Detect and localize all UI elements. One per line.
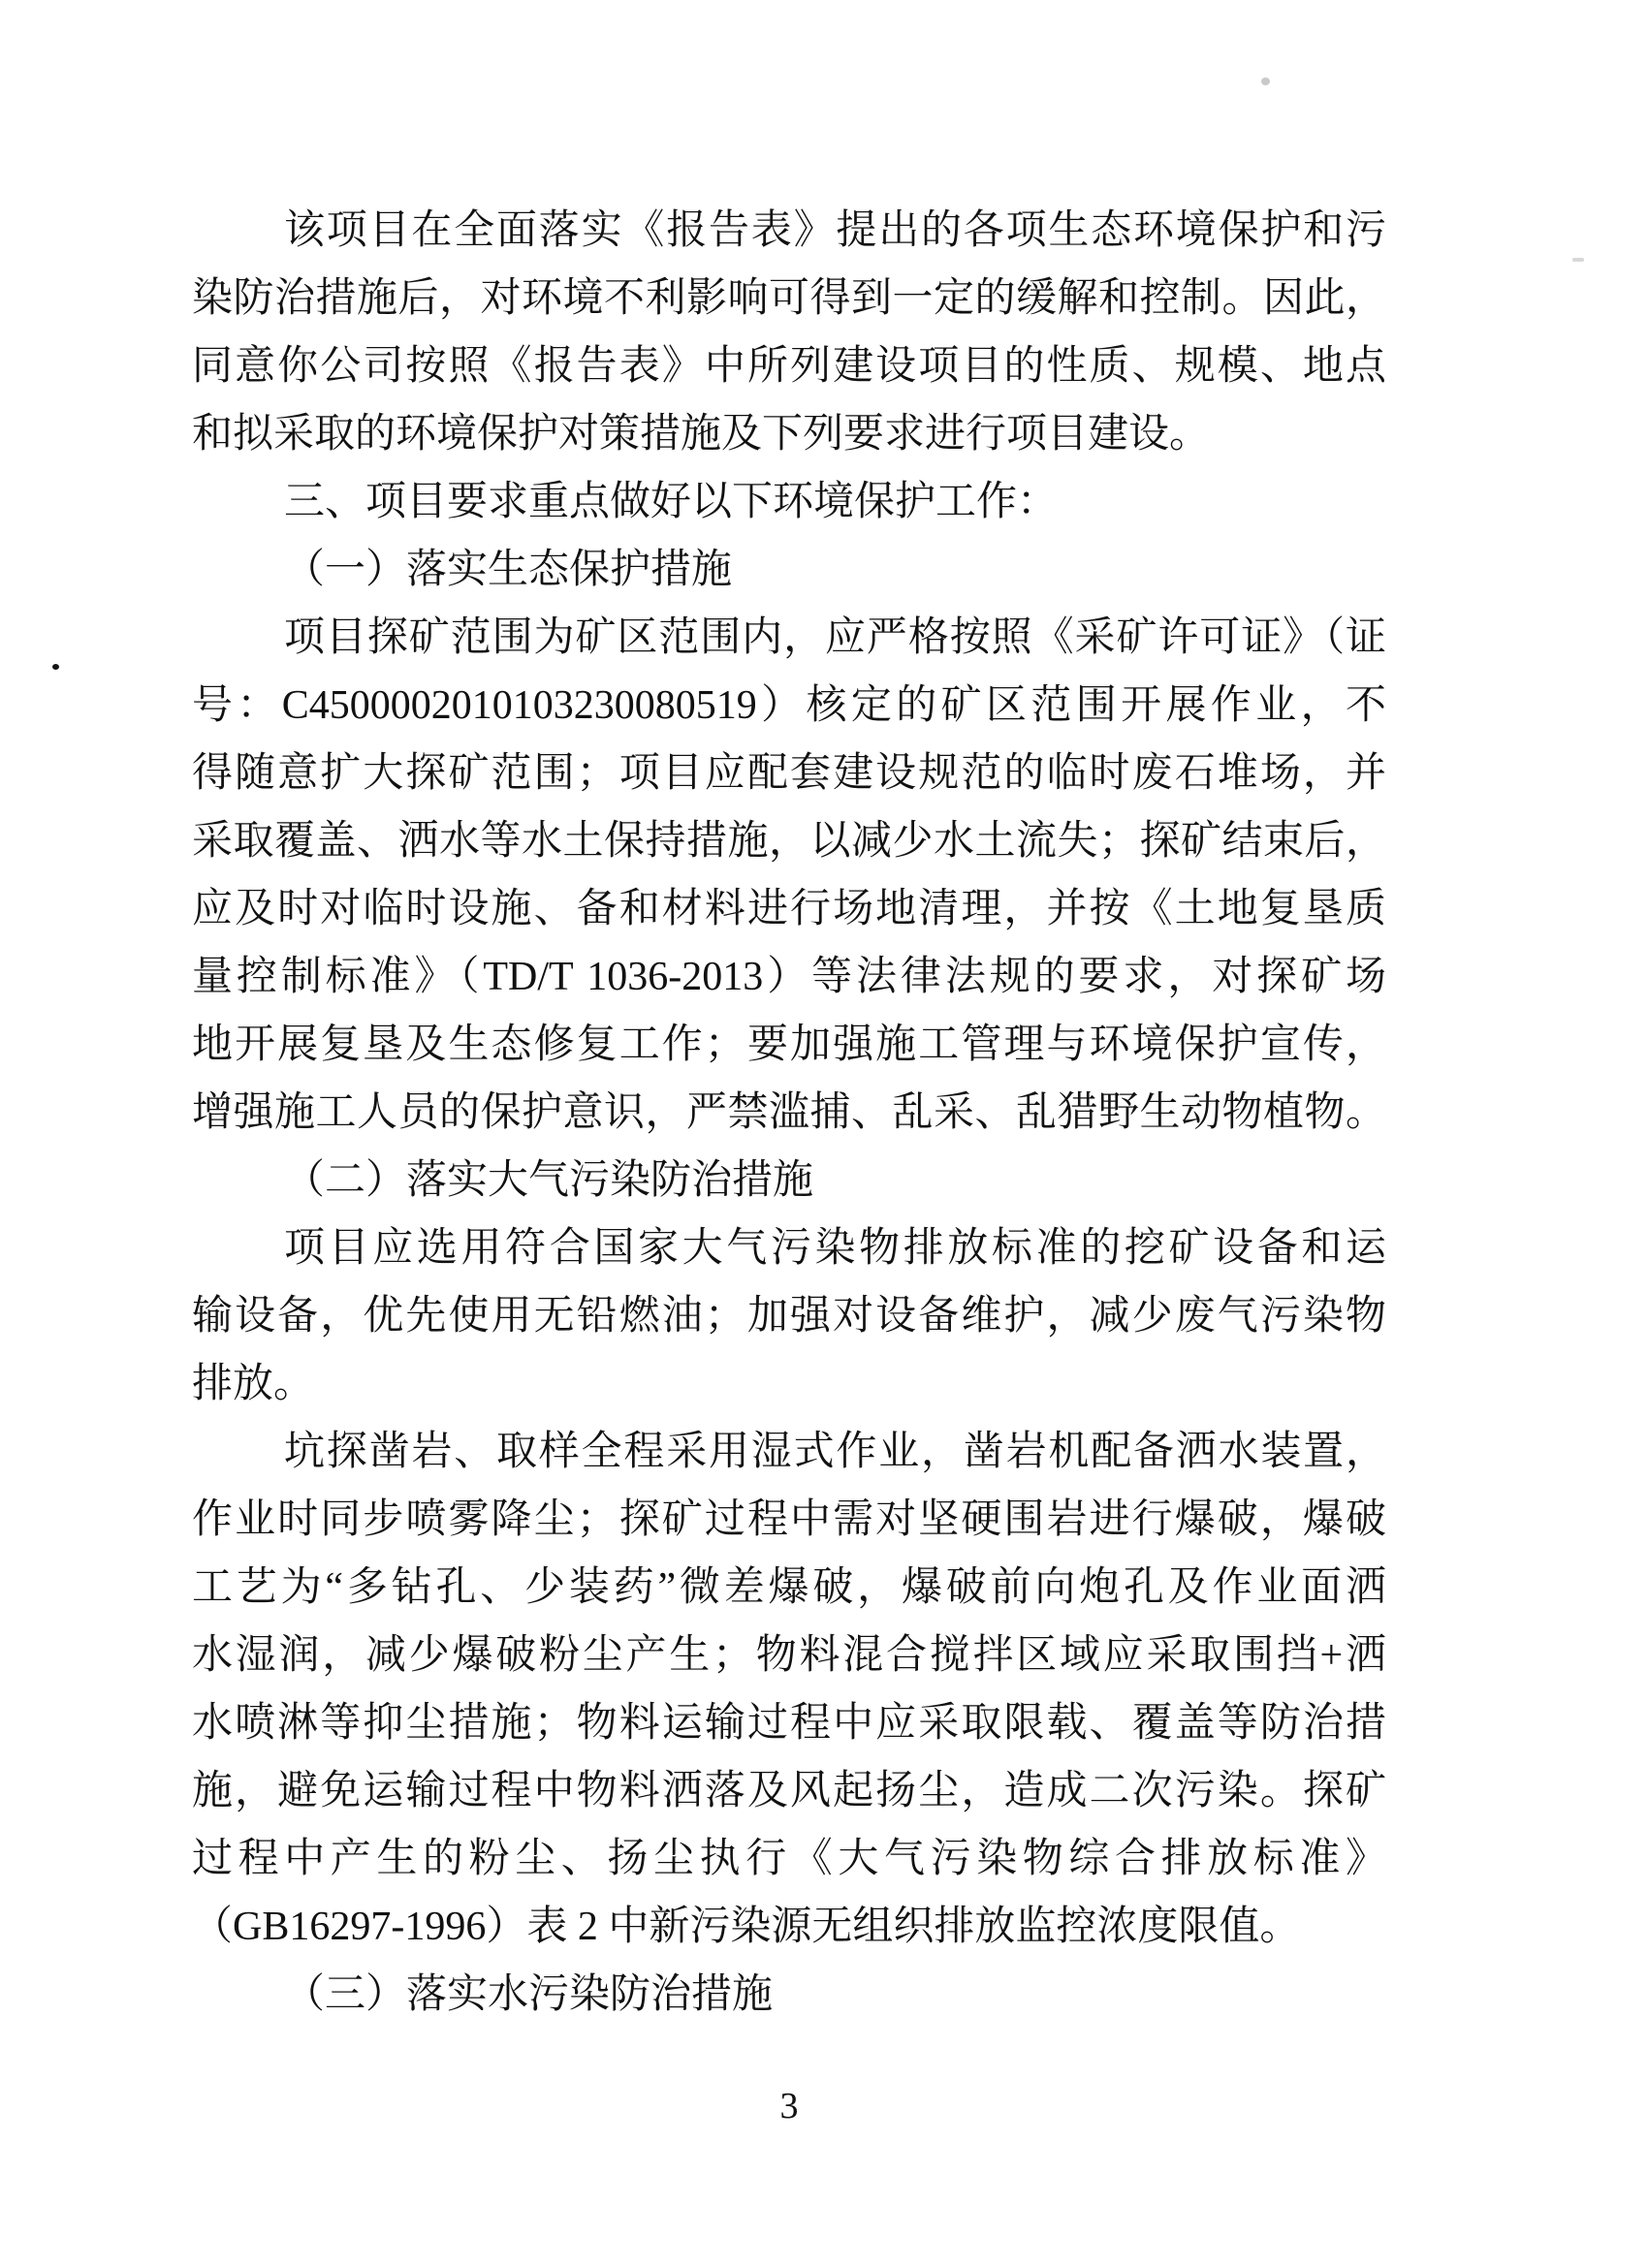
section-heading: （一）落实生态保护措施	[284, 548, 733, 592]
text-line: 同意你公司按照《报告表》中所列建设项目的性质、规模、地点	[192, 344, 1386, 389]
text-line: 施，避免运输过程中物料洒落及风起扬尘，造成二次污染。探矿	[192, 1769, 1386, 1813]
text-line: 应及时对临时设施、备和材料进行场地清理，并按《土地复垦质	[192, 887, 1386, 931]
text-line: 该项目在全面落实《报告表》提出的各项生态环境保护和污	[284, 208, 1386, 253]
section-heading: （三）落实水污染防治措施	[284, 1972, 774, 2017]
page-number: 3	[779, 2086, 799, 2126]
scan-speck	[1572, 258, 1584, 262]
scan-speck	[1261, 78, 1270, 85]
text-line: （GB16297-1996）表 2 中新污染源无组织排放监控浓度限值。	[192, 1905, 1301, 1949]
section-heading: （二）落实大气污染防治措施	[284, 1158, 814, 1203]
text-line: 工艺为“多钻孔、少装药”微差爆破，爆破前向炮孔及作业面洒	[192, 1565, 1386, 1610]
text-line: 输设备，优先使用无铅燃油；加强对设备维护，减少废气污染物	[192, 1294, 1386, 1339]
scan-speck	[52, 664, 59, 670]
text-line: 号：C4500002010103230080519）核定的矿区范围开展作业，不	[192, 683, 1386, 728]
text-line: 水湿润，减少爆破粉尘产生；物料混合搅拌区域应采取围挡+洒	[192, 1633, 1386, 1678]
text-line: 采取覆盖、洒水等水土保持措施，以减少水土流失；探矿结束后，	[192, 819, 1386, 864]
document-body	[192, 197, 1386, 2029]
text-line: 地开展复垦及生态修复工作；要加强施工管理与环境保护宣传，	[192, 1023, 1386, 1067]
text-line: 量控制标准》（TD/T 1036-2013）等法律法规的要求，对探矿场	[192, 955, 1386, 999]
text-line: 作业时同步喷雾降尘；探矿过程中需对坚硬围岩进行爆破，爆破	[192, 1497, 1386, 1542]
text-line: 增强施工人员的保护意识，严禁滥捕、乱采、乱猎野生动物植物。	[192, 1090, 1386, 1135]
text-line: 项目应选用符合国家大气污染物排放标准的挖矿设备和运	[284, 1226, 1386, 1271]
text-line: 染防治措施后，对环境不利影响可得到一定的缓解和控制。因此，	[192, 276, 1386, 321]
text-line: 坑探凿岩、取样全程采用湿式作业，凿岩机配备洒水装置，	[284, 1430, 1386, 1474]
text-line: 水喷淋等抑尘措施；物料运输过程中应采取限载、覆盖等防治措	[192, 1701, 1386, 1746]
text-line: 排放。	[192, 1362, 315, 1406]
text-line: 过程中产生的粉尘、扬尘执行《大气污染物综合排放标准》	[192, 1837, 1386, 1881]
text-line: 得随意扩大探矿范围；项目应配套建设规范的临时废石堆场，并	[192, 751, 1386, 796]
section-heading: 三、项目要求重点做好以下环境保护工作：	[284, 480, 1059, 524]
text-line: 项目探矿范围为矿区范围内，应严格按照《采矿许可证》（证	[284, 615, 1386, 660]
text-line: 和拟采取的环境保护对策措施及下列要求进行项目建设。	[192, 412, 1211, 457]
